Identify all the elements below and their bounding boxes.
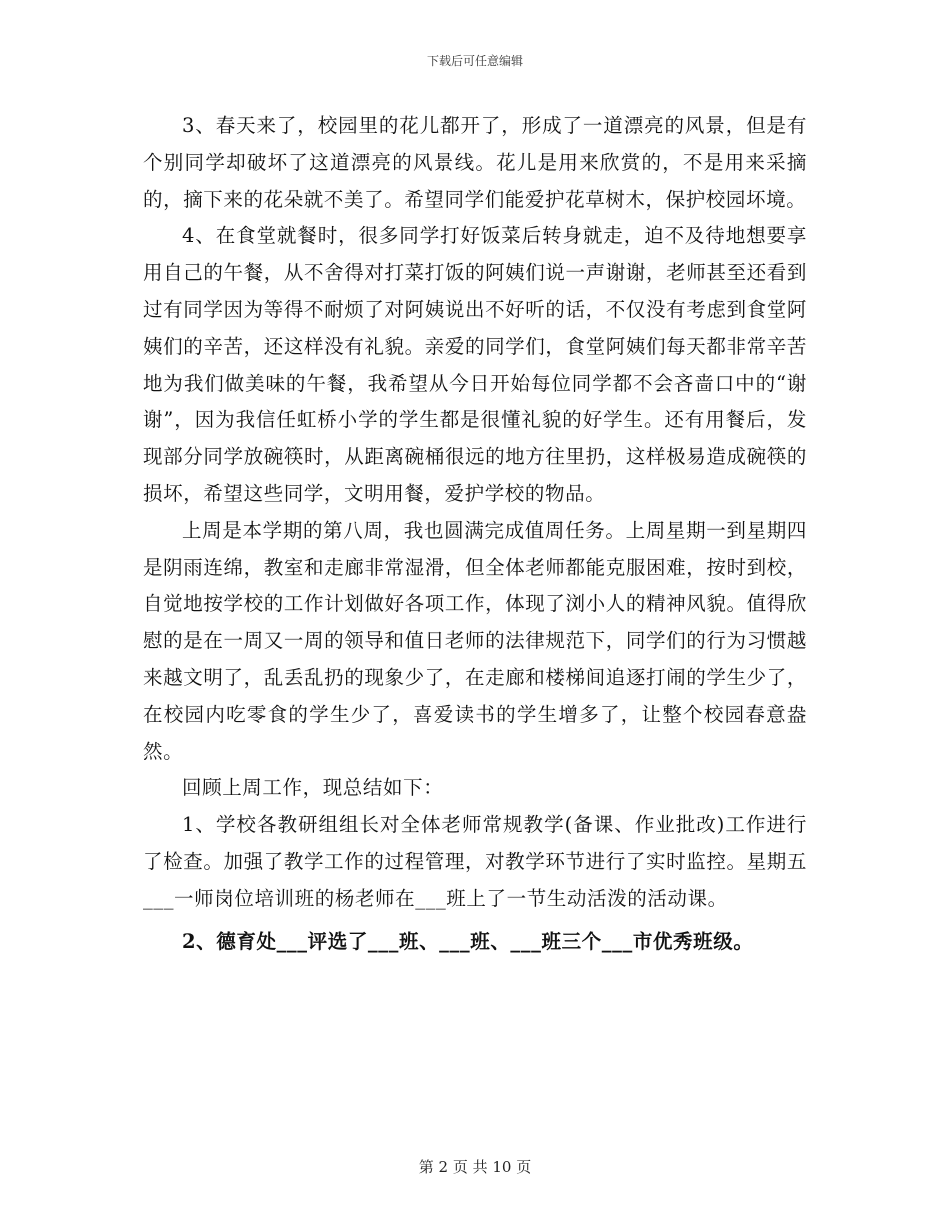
paragraph-item-3: 3、春天来了，校园里的花儿都开了，形成了一道漂亮的风景，但是有个别同学却破坏了这道漂亮的风景线。花儿是用来欣赏的，不是用来采摘的，摘下来的花朵就不美了。希望同学们能爱护花草树木，保护校园坏境。 (143, 114, 807, 211)
paragraph-summary-2: 2、德育处___评选了___班、___班、___班三个___市优秀班级。 (182, 929, 754, 953)
paragraph-summary-1: 1、学校各教研组组长对全体老师常规教学(备课、作业批改)工作进行了检查。加强了教学工作的过程管理，对教学环节进行了实时监控。星期五___一师岗位培训班的杨老师在___班上了一节生动活泼的活动课。 (143, 813, 807, 910)
document-body (143, 108, 807, 960)
header-note: 下载后可任意编辑 (426, 54, 523, 68)
paragraph-item-4: 4、在食堂就餐时，很多同学打好饭菜后转身就走，迫不及待地想要享用自己的午餐，从不舍得对打菜打饭的阿姨们说一声谢谢，老师甚至还看到过有同学因为等得不耐烦了对阿姨说出不好听的话，不仅没有考虑到食堂阿姨们的辛苦，还这样没有礼貌。亲爱的同学们，食堂阿姨们每天都非常辛苦地为我们做美味的午餐，我希望从今日开始每位同学都不会吝啬口中的“谢谢”，因为我信任虹桥小学的学生都是很懂礼貌的好学生。还有用餐后，发现部分同学放碗筷时，从距离碗桶很远的地方往里扔，这样极易造成碗筷的损坏，希望这些同学，文明用餐，爱护学校的物品。 (143, 224, 807, 505)
page-number: 第 2 页 共 10 页 (418, 1158, 532, 1176)
paragraph-review-intro: 回顾上周工作，现总结如下： (182, 776, 444, 800)
paragraph-last-week: 上周是本学期的第八周，我也圆满完成值周任务。上周星期一到星期四是阴雨连绵，教室和走廊非常湿滑，但全体老师都能克服困难，按时到校，自觉地按学校的工作计划做好各项工作，体现了浏小人的精神风貌。值得欣慰的是在一周又一周的领导和值日老师的法律规范下，同学们的行为习惯越来越文明了，乱丢乱扔的现象少了，在走廊和楼梯间追逐打闹的学生少了，在校园内吃零食的学生少了，喜爱读书的学生增多了，让整个校园春意盎然。 (143, 518, 807, 763)
